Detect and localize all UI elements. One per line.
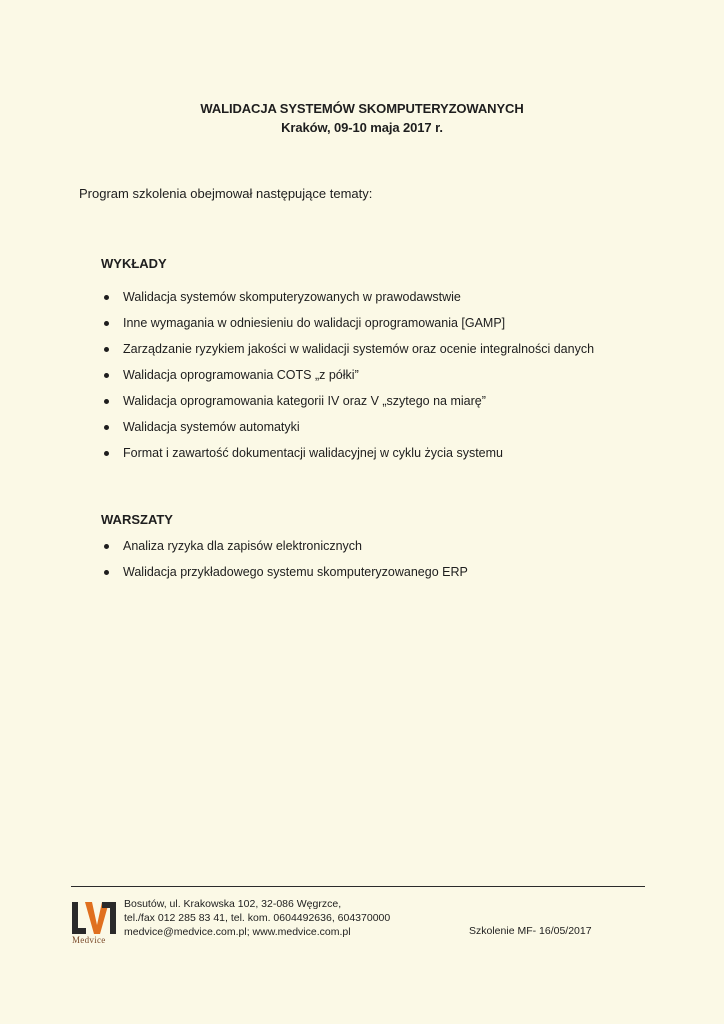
workshops-heading: WARSZATY (101, 512, 173, 527)
list-item (102, 388, 594, 414)
document-subtitle: Kraków, 09-10 maja 2017 r. (281, 120, 443, 135)
list-item-text: Inne wymagania w odniesieniu do walidacji oprogramowania [GAMP] (123, 316, 506, 330)
list-item-text: Analiza ryzyka dla zapisów elektronicznych (123, 539, 362, 553)
document-header (0, 99, 724, 137)
list-item (102, 414, 594, 440)
document-reference: Szkolenie MF- 16/05/2017 (469, 925, 592, 937)
lectures-list (102, 284, 594, 466)
bullet-icon (104, 295, 109, 300)
list-item-text: Zarządzanie ryzykiem jakości w walidacji systemów oraz ocenie integralności danych (123, 342, 595, 356)
address-line: Bosutów, ul. Krakowska 102, 32-086 Węgrzce, (124, 898, 342, 910)
bullet-icon (104, 373, 109, 378)
bullet-icon (104, 570, 109, 575)
workshops-list (102, 533, 468, 585)
bullet-icon (104, 544, 109, 549)
logo-wordmark: Medvice (72, 935, 106, 945)
list-item (102, 336, 594, 362)
footer-address (124, 897, 390, 939)
list-item-text: Walidacja oprogramowania COTS „z półki” (123, 368, 359, 382)
bullet-icon (104, 321, 109, 326)
list-item-text: Walidacja systemów skomputeryzowanych w prawodawstwie (123, 290, 461, 304)
bullet-icon (104, 347, 109, 352)
list-item-text: Walidacja oprogramowania kategorii IV oraz V „szytego na miarę” (123, 394, 486, 408)
bullet-icon (104, 451, 109, 456)
list-item (102, 533, 468, 559)
list-item-text: Format i zawartość dokumentacji walidacyjnej w cyklu życia systemu (123, 446, 503, 460)
document-title: WALIDACJA SYSTEMÓW SKOMPUTERYZOWANYCH (200, 101, 524, 116)
list-item (102, 362, 594, 388)
contact-line: tel./fax 012 285 83 41, tel. kom. 0604492636, 604370000 (124, 912, 391, 924)
footer-divider (71, 886, 645, 887)
intro-text: Program szkolenia obejmował następujące tematy: (79, 186, 373, 201)
lectures-heading: WYKŁADY (101, 256, 167, 271)
list-item-text: Walidacja przykładowego systemu skomputeryzowanego ERP (123, 565, 468, 579)
bullet-icon (104, 425, 109, 430)
email-web-line: medvice@medvice.com.pl; www.medvice.com.pl (124, 926, 351, 938)
bullet-icon (104, 399, 109, 404)
list-item (102, 284, 594, 310)
list-item (102, 559, 468, 585)
list-item (102, 440, 594, 466)
list-item (102, 310, 594, 336)
list-item-text: Walidacja systemów automatyki (123, 420, 300, 434)
